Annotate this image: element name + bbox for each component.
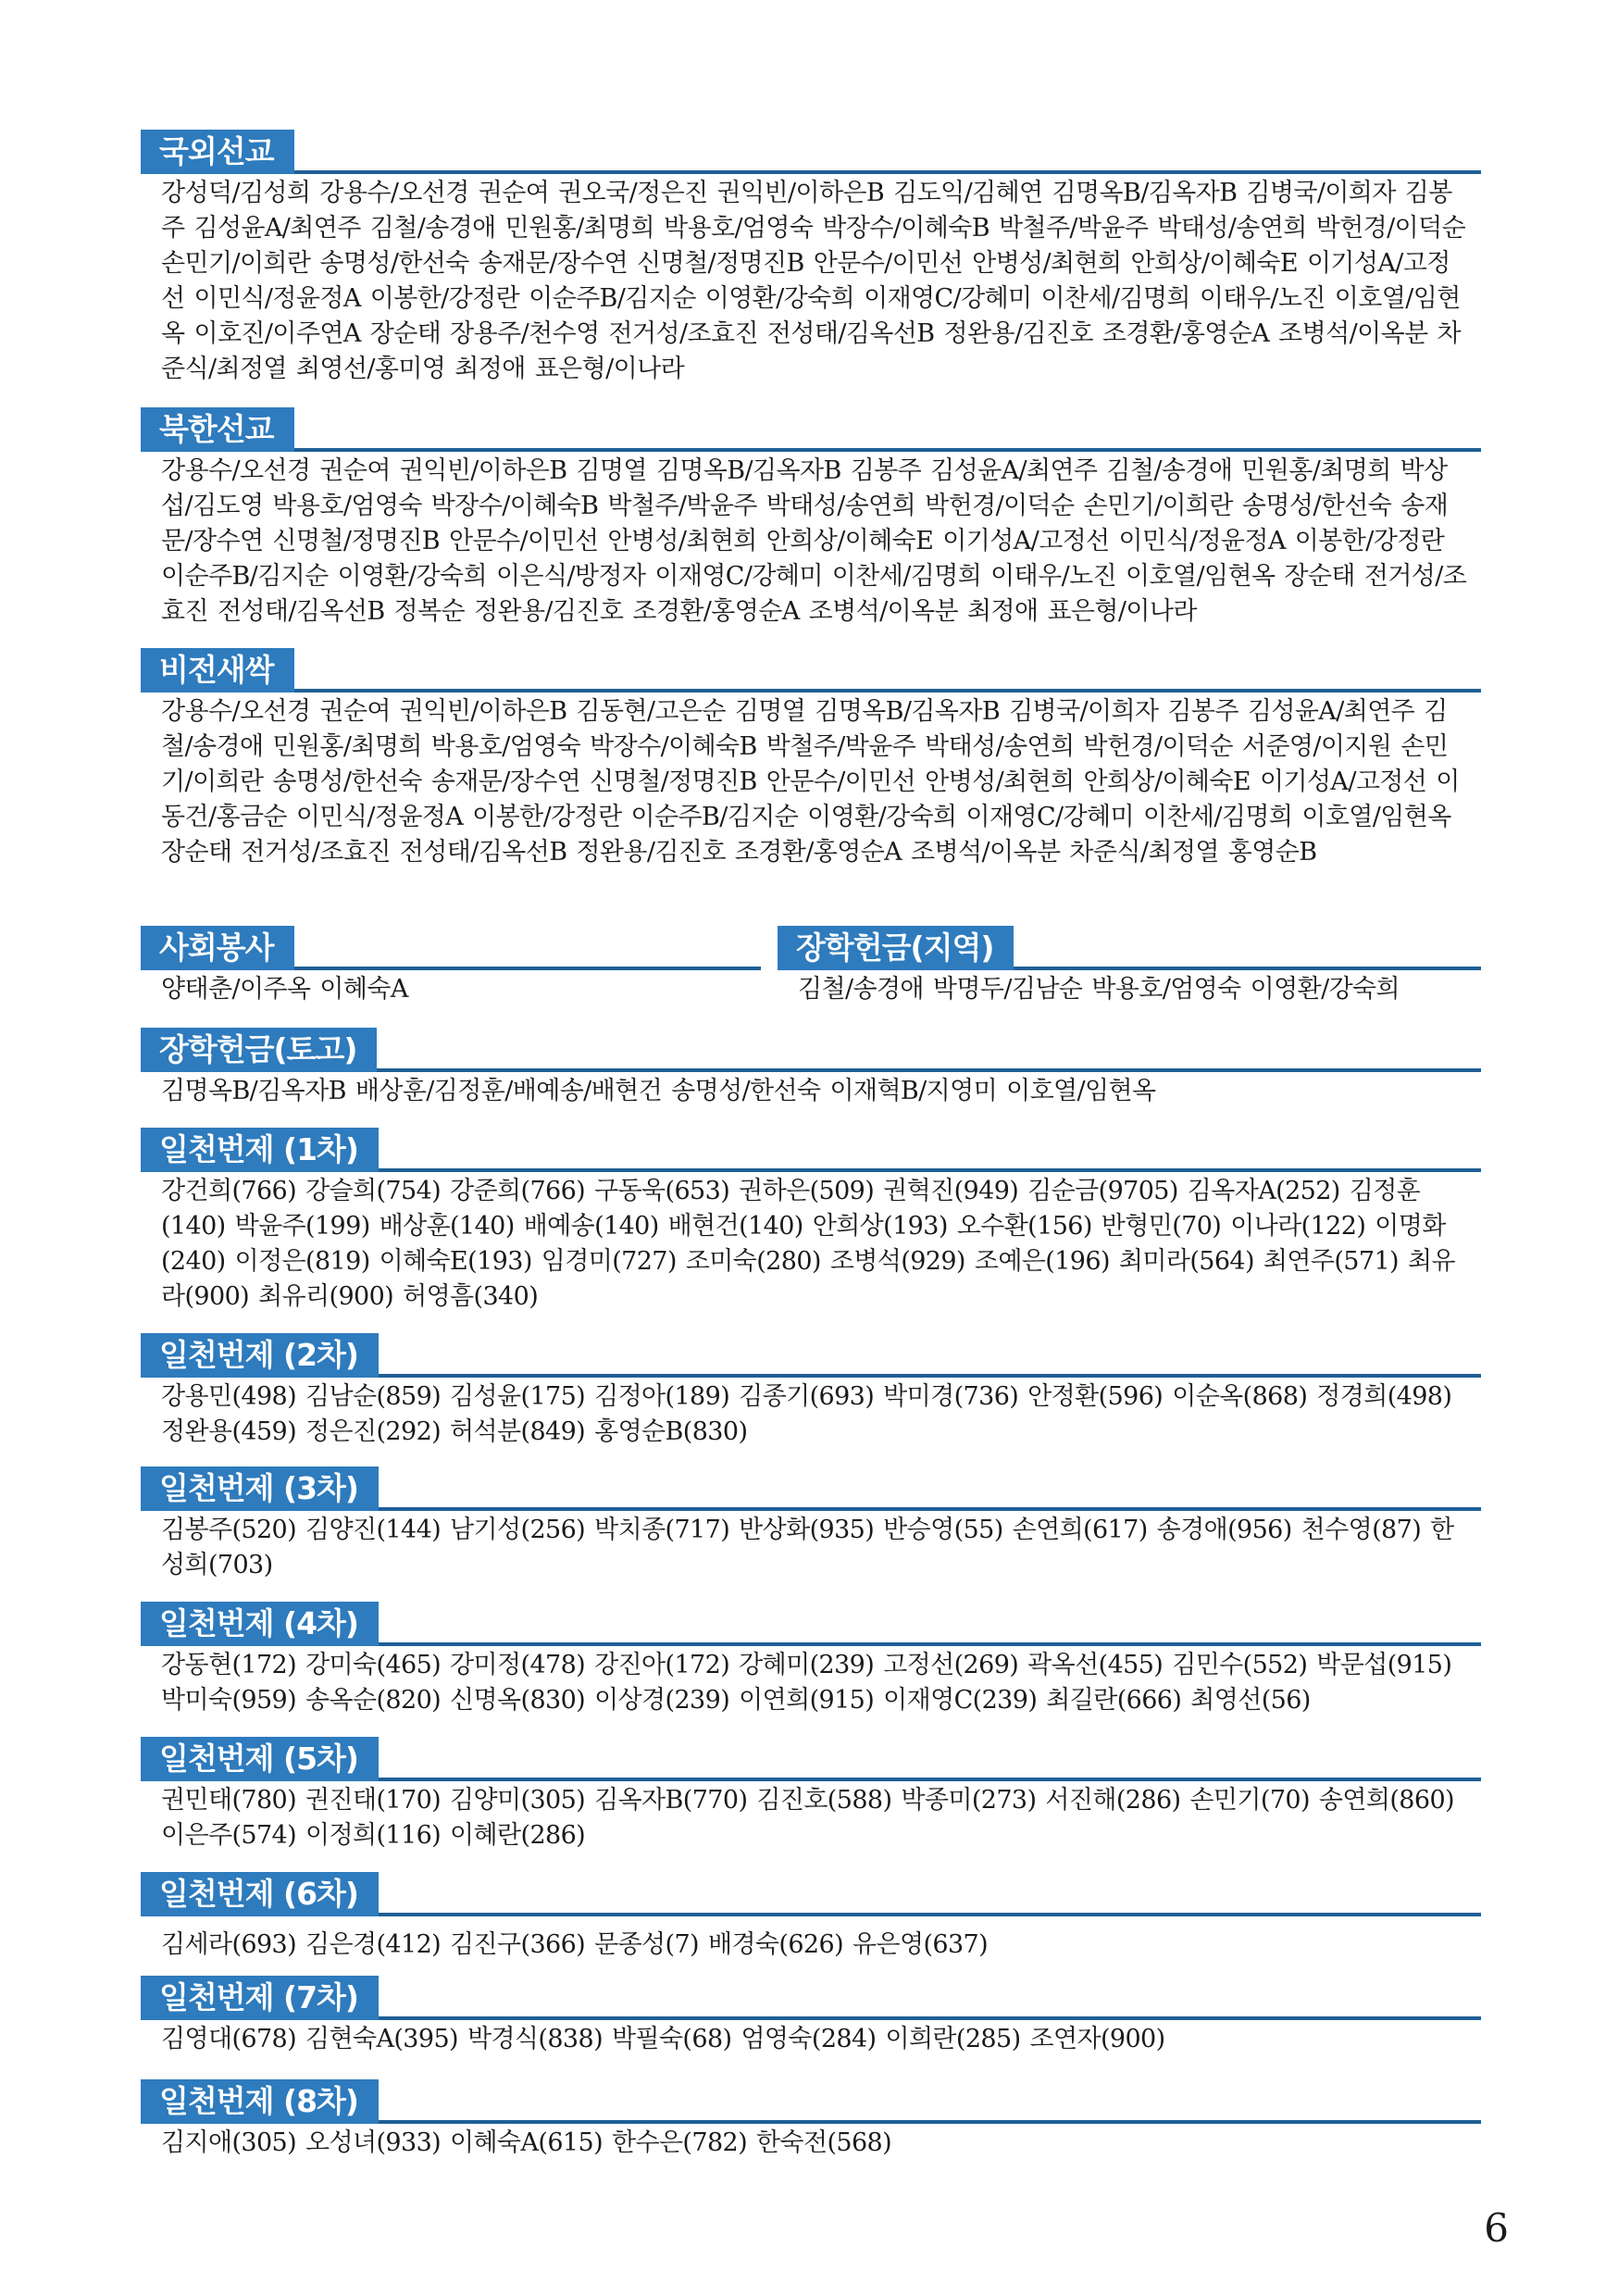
page-number: 6 <box>1484 2205 1509 2251</box>
section-overseas-missions <box>141 130 1481 387</box>
section-social-service <box>141 926 761 1007</box>
section-rule <box>141 448 1481 452</box>
section-scholarship-region <box>778 926 1481 1007</box>
section-title: 장학헌금(토고) <box>141 1028 377 1072</box>
section-title: 일천번제 (3차) <box>141 1466 379 1511</box>
section-names: 권민태(780) 권진태(170) 김양미(305) 김옥자B(770) 김진호(588) 박종미(273) 서진해(286) 손민기(70) 송연희(860) 이은주(574) 이정희(116) 이혜란(286) <box>161 1786 1454 1850</box>
section-names: 양태춘/이주옥 이혜숙A <box>161 975 408 1004</box>
section-names: 강건희(766) 강슬희(754) 강준희(766) 구동욱(653) 권하은(509) 권혁진(949) 김순금(9705) 김옥자A(252) 김정훈(140) 박윤주(199) 배상훈(140) 배예송(140) 배현건(140) 안희상(193) 오수환(156) 반형민(70) 이나라(122) 이명화(240) 이정은(819) 이혜숙E(193) 임경미(727) 조미숙(280) 조병석(929) 조예은(196) 최미라(564) 최연주(571) 최유라(900) 최유리(900) 허영흠(340) <box>161 1177 1455 1311</box>
section-title: 일천번제 (2차) <box>141 1333 379 1378</box>
section-names: 김봉주(520) 김양진(144) 남기성(256) 박치종(717) 반상화(935) 반승영(55) 손연희(617) 송경애(956) 천수영(87) 한성희(703) <box>161 1516 1454 1579</box>
section-title: 일천번제 (6차) <box>141 1872 379 1916</box>
section-ilcheon-3 <box>141 1466 1481 1583</box>
section-rule <box>141 689 1481 693</box>
section-ilcheon-4 <box>141 1602 1481 1718</box>
section-names: 강용민(498) 김남순(859) 김성윤(175) 김정아(189) 김종기(693) 박미경(736) 안정환(596) 이순옥(868) 정경희(498) 정완용(459) 정은진(292) 허석분(849) 홍영순B(830) <box>161 1382 1452 1446</box>
section-names: 김지애(305) 오성녀(933) 이혜숙A(615) 한수은(782) 한숙전(568) <box>161 2128 892 2157</box>
section-title: 사회봉사 <box>141 926 294 970</box>
section-north-korea-missions <box>141 407 1481 630</box>
section-title: 일천번제 (5차) <box>141 1737 379 1781</box>
section-title: 국외선교 <box>141 130 294 174</box>
section-names: 김명옥B/김옥자B 배상훈/김정훈/배예송/배현건 송명성/한선숙 이재혁B/지영미 이호열/임현옥 <box>161 1077 1156 1105</box>
section-rule <box>141 170 1481 174</box>
section-title: 북한선교 <box>141 407 294 452</box>
section-title: 비전새싹 <box>141 648 294 693</box>
section-ilcheon-6 <box>141 1872 1481 1963</box>
section-names: 김영대(678) 김현숙A(395) 박경식(838) 박필숙(68) 엄영숙(284) 이희란(285) 조연자(900) <box>161 2025 1165 2053</box>
section-names: 강성덕/김성희 강용수/오선경 권순여 권오국/정은진 권익빈/이하은B 김도익/김혜연 김명옥B/김옥자B 김병국/이희자 김봉주 김성윤A/최연주 김철/송경애 민원홍/최명희 박용호/엄영숙 박장수/이혜숙B 박철주/박윤주 박태성/송연희 박헌경/이덕순 손민기/이희란 송명성/한선숙 송재문/장수연 신명철/정명진B 안문수/이민선 안병성/최현희 안희상/이혜숙E 이기성A/고정선 이민식/정윤정A 이봉한/강정란 이순주B/김지순 이영환/강숙희 이재영C/강혜미 이찬세/김명희 이태우/노진 이호열/임현옥 이호진/이주연A 장순태 장용주/천수영 전거성/조효진 전성태/김옥선B 정완용/김진호 조경환/홍영순A 조병석/이옥분 차준식/최정열 최영선/홍미영 최정애 표은형/이나라 <box>161 179 1466 383</box>
section-names: 김철/송경애 박명두/김남순 박용호/엄영숙 이영환/강숙희 <box>798 975 1400 1004</box>
section-scholarship-togo <box>141 1028 1481 1109</box>
section-names: 강용수/오선경 권순여 권익빈/이하은B 김동현/고은순 김명열 김명옥B/김옥자B 김병국/이희자 김봉주 김성윤A/최연주 김철/송경애 민원홍/최명희 박용호/엄영숙 박장수/이혜숙B 박철주/박윤주 박태성/송연희 박헌경/이덕순 서준영/이지원 손민기/이희란 송명성/한선숙 송재문/장수연 신명철/정명진B 안문수/이민선 안병성/최현희 안희상/이혜숙E 이기성A/고정선 이동건/홍금순 이민식/정윤정A 이봉한/강정란 이순주B/김지순 이영환/강숙희 이재영C/강혜미 이찬세/김명희 이호열/임현옥 장순태 전거성/조효진 전성태/김옥선B 정완용/김진호 조경환/홍영순A 조병석/이옥분 차준식/최정열 홍영순B <box>161 697 1460 867</box>
section-vision-sprout <box>141 648 1481 870</box>
section-ilcheon-8 <box>141 2079 1481 2161</box>
section-ilcheon-5 <box>141 1737 1481 1853</box>
section-names: 김세라(693) 김은경(412) 김진구(366) 문종성(7) 배경숙(626) 유은영(637) <box>161 1930 989 1959</box>
section-title: 장학헌금(지역) <box>778 926 1014 970</box>
section-title: 일천번제 (8차) <box>141 2079 379 2124</box>
section-names: 강용수/오선경 권순여 권익빈/이하은B 김명열 김명옥B/김옥자B 김봉주 김성윤A/최연주 김철/송경애 민원홍/최명희 박상섭/김도영 박용호/엄영숙 박장수/이혜숙B 박철주/박윤주 박태성/송연희 박헌경/이덕순 손민기/이희란 송명성/한선숙 송재문/장수연 신명철/정명진B 안문수/이민선 안병성/최현희 안희상/이혜숙E 이기성A/고정선 이민식/정윤정A 이봉한/강정란 이순주B/김지순 이영환/강숙희 이은식/방정자 이재영C/강혜미 이찬세/김명희 이태우/노진 이호열/임현옥 장순태 전거성/조효진 전성태/김옥선B 정복순 정완용/김진호 조경환/홍영순A 조병석/이옥분 최정애 표은형/이나라 <box>161 456 1467 626</box>
section-title: 일천번제 (7차) <box>141 1976 379 2020</box>
section-ilcheon-1 <box>141 1128 1481 1315</box>
section-title: 일천번제 (4차) <box>141 1602 379 1646</box>
section-ilcheon-2 <box>141 1333 1481 1450</box>
section-title: 일천번제 (1차) <box>141 1128 379 1172</box>
section-names: 강동현(172) 강미숙(465) 강미정(478) 강진아(172) 강혜미(239) 고정선(269) 곽옥선(455) 김민수(552) 박문섭(915) 박미숙(959) 송옥순(820) 신명옥(830) 이상경(239) 이연희(915) 이재영C(239) 최길란(666) 최영선(56) <box>161 1651 1452 1715</box>
section-ilcheon-7 <box>141 1976 1481 2057</box>
